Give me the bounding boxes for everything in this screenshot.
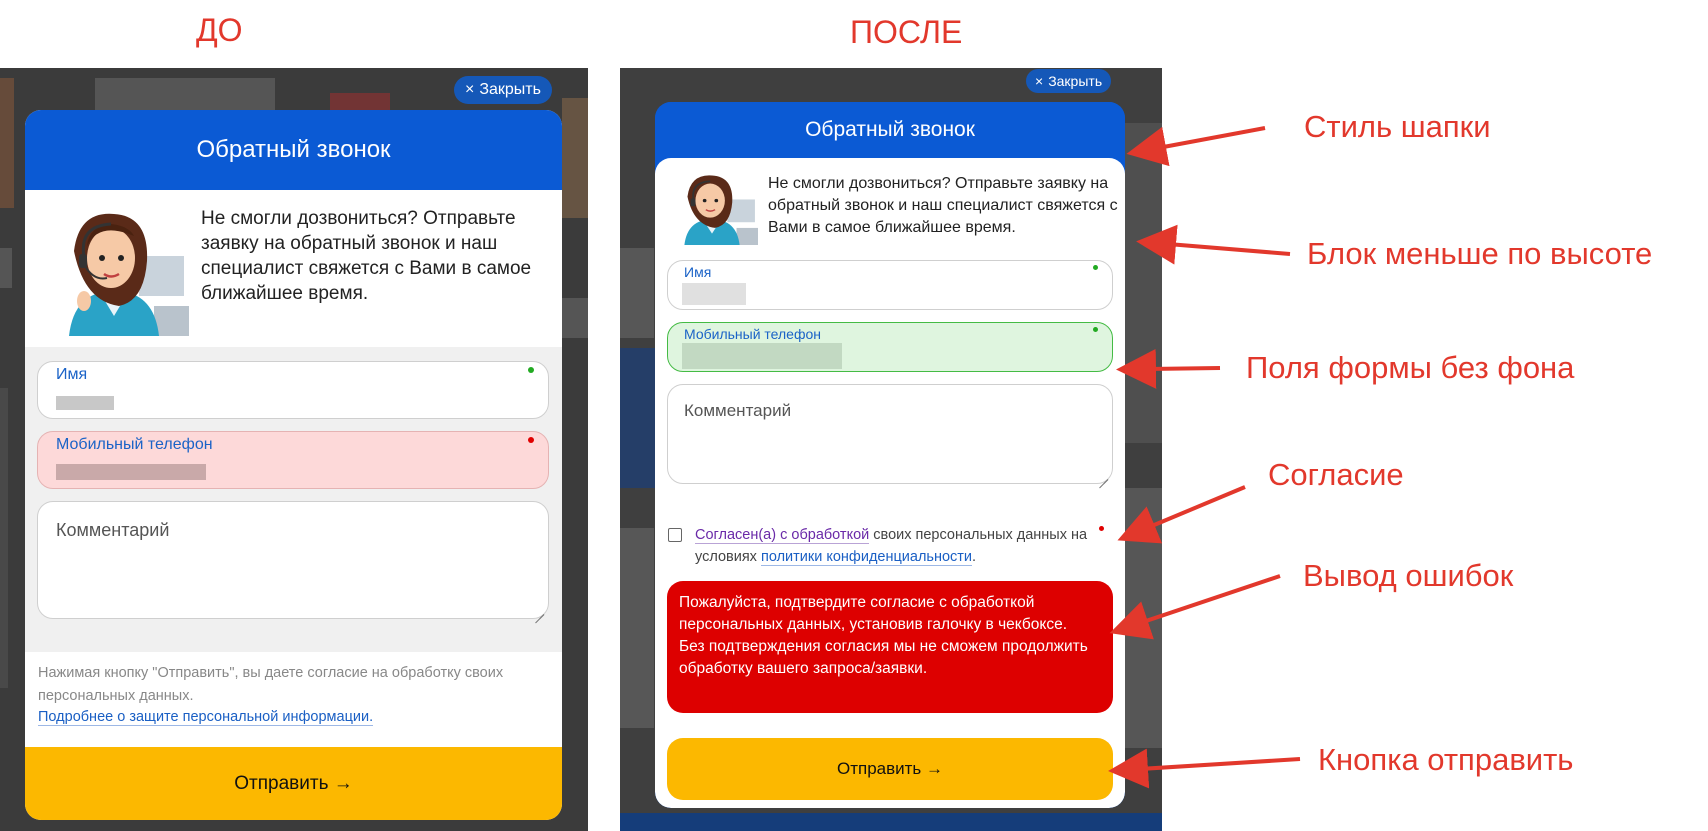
phone-field[interactable]: [37, 431, 549, 489]
callback-popup-after: [655, 102, 1125, 808]
operator-avatar-icon: [39, 206, 189, 336]
close-button-after[interactable]: [1026, 69, 1111, 93]
phone-value-redacted: [56, 464, 206, 480]
submit-button-before[interactable]: Отправить →: [25, 747, 562, 820]
annotation-header-style: Стиль шапки: [1304, 109, 1491, 144]
form-area: [25, 347, 562, 652]
consent-text-end: .: [972, 549, 977, 565]
close-icon: ×: [1035, 73, 1044, 89]
popup-body: [655, 158, 1125, 808]
name-value-redacted: [56, 396, 114, 410]
error-line-1: Пожалуйста, подтвердите согласие с обработкой персональных данных, установив галочку в чекбоксе.: [679, 594, 1068, 633]
consent-text: [695, 524, 1095, 568]
comment-field[interactable]: [667, 384, 1113, 484]
consent-link[interactable]: Согласен(а) с обработкой: [695, 527, 870, 543]
annotation-errors: Вывод ошибок: [1303, 558, 1514, 593]
consent-checkbox[interactable]: [668, 528, 682, 542]
close-label: Закрыть: [479, 81, 541, 98]
phone-field-label: Мобильный телефон: [56, 436, 213, 453]
operator-avatar-icon: [666, 171, 758, 245]
resize-handle[interactable]: [1099, 470, 1109, 480]
name-field[interactable]: [667, 260, 1113, 310]
resize-handle[interactable]: [535, 605, 545, 615]
name-field-label: Имя: [56, 366, 88, 383]
label-before: ДО: [196, 12, 243, 48]
consent-note: Нажимая кнопку "Отправить", вы даете согласие на обработку своих персональных данных.: [38, 665, 504, 704]
popup-title: Обратный звонок: [655, 102, 1125, 158]
valid-indicator: [528, 367, 534, 373]
name-value-redacted: [682, 283, 746, 305]
consent-text-part: своих персональных данных на условиях: [695, 527, 1088, 565]
close-icon: ×: [465, 81, 475, 98]
valid-indicator: [1093, 265, 1098, 270]
required-indicator: [1099, 526, 1104, 531]
arrow-header-style: [1158, 128, 1265, 148]
callback-popup-before: [25, 110, 562, 820]
privacy-link[interactable]: Подробнее о защите персональной информации.: [38, 709, 374, 725]
name-field[interactable]: [37, 361, 549, 419]
name-field-label: Имя: [684, 264, 712, 280]
intro-text: Не смогли дозвониться? Отправьте заявку на обратный звонок и наш специалист свяжется с Вами в самое ближайшее время.: [201, 208, 532, 304]
arrow-block-height: [1168, 244, 1290, 254]
phone-field[interactable]: [667, 322, 1113, 372]
intro-text: Не смогли дозвониться? Отправьте заявку на обратный звонок и наш специалист свяжется с Вами в самое ближайшее время.: [768, 175, 1118, 236]
close-button-before[interactable]: [454, 76, 552, 104]
privacy-policy-link[interactable]: политики конфиденциальности: [760, 549, 973, 565]
error-message: [667, 581, 1113, 713]
comment-placeholder: Комментарий: [56, 520, 170, 540]
error-line-2: Без подтверждения согласия мы не сможем продолжить обработку вашего запроса/заявки.: [679, 638, 1088, 677]
annotation-no-bg-fields: Поля формы без фона: [1246, 350, 1575, 385]
popup-title: Обратный звонок: [25, 110, 562, 190]
valid-indicator: [1093, 327, 1098, 332]
label-after: ПОСЛЕ: [850, 14, 963, 50]
phone-field-label: Мобильный телефон: [684, 326, 821, 342]
close-label: Закрыть: [1048, 73, 1103, 89]
phone-value-redacted: [682, 343, 842, 369]
comment-placeholder: Комментарий: [684, 401, 792, 420]
comment-field[interactable]: [37, 501, 549, 619]
invalid-indicator: [528, 437, 534, 443]
arrow-submit-button: [1140, 759, 1300, 769]
submit-button-after[interactable]: Отправить →: [667, 738, 1113, 800]
annotation-consent: Согласие: [1268, 457, 1404, 492]
annotation-block-height: Блок меньше по высоте: [1307, 236, 1653, 271]
annotation-submit-button: Кнопка отправить: [1318, 742, 1574, 777]
